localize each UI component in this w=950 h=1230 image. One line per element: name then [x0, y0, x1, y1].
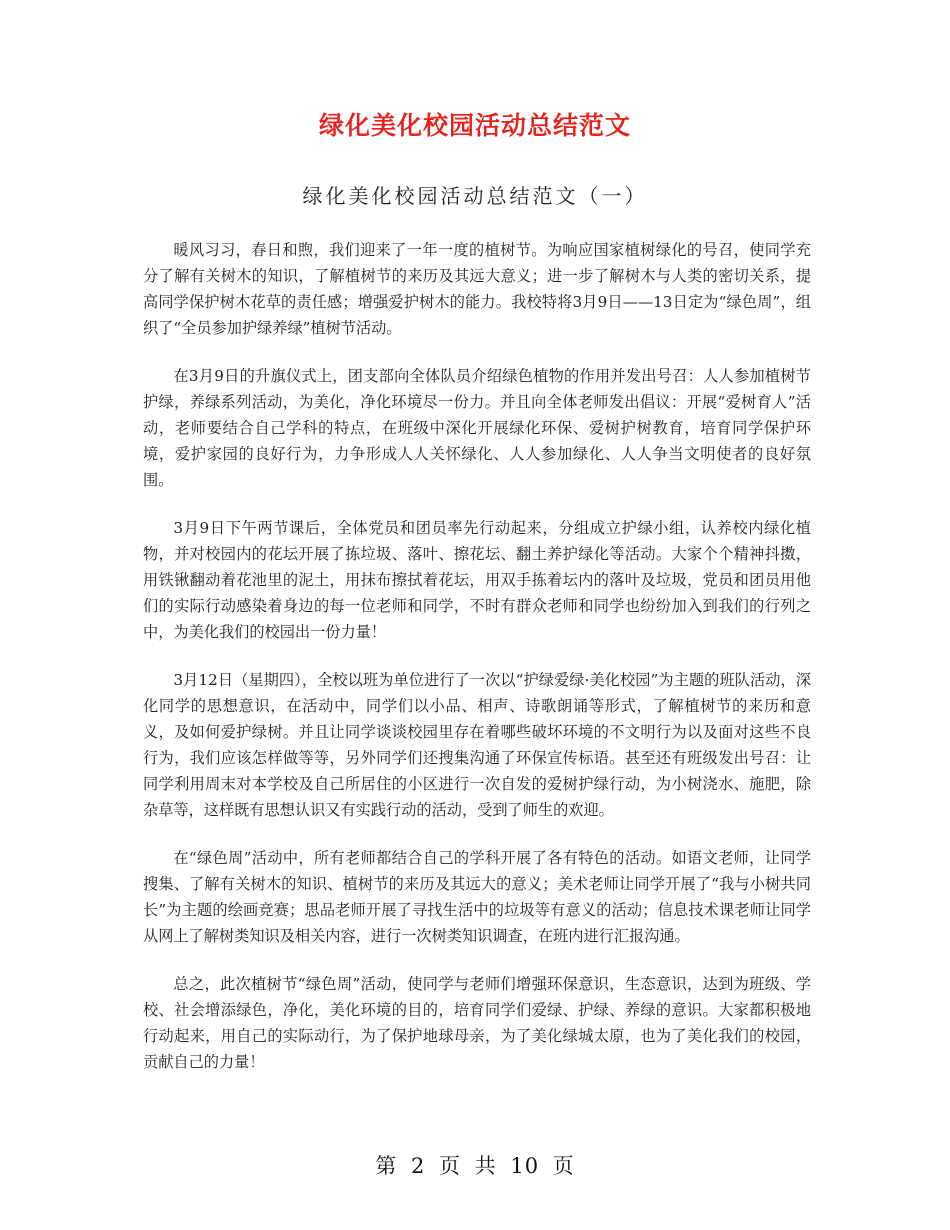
page-number-footer: 第 2 页 共 10 页 — [375, 1154, 575, 1178]
paragraph-5: 在“绿色周”活动中，所有老师都结合自己的学科开展了各有特色的活动。如语文老师，让同学搜集、了解有关树木的知识、植树节的来历及其远大的意义；美术老师让同学开展了“我与小树共同长”为主题的绘画竞赛；思品老师开展了寻找生活中的垃圾等有意义的活动；信息技术课老师让同学从网上了解树类知识及相关内容，进行一次树类知识调查，在班内进行汇报沟通。 — [143, 849, 811, 945]
paragraph-2: 在3月9日的升旗仪式上，团支部向全体队员介绍绿色植物的作用并发出号召：人人参加植树节护绿，养绿系列活动，为美化，净化环境尽一份力。并且向全体老师发出倡议：开展“爱树育人”活动，老师要结合自己学科的特点，在班级中深化开展绿化环保、爱树护树教育，培育同学保护环境，爱护家园的良好行为，力争形成人人关怀绿化、人人参加绿化、人人争当文明使者的良好氛围。 — [143, 367, 811, 489]
document-body — [143, 237, 811, 1097]
paragraph-1: 暖风习习，春日和煦，我们迎来了一年一度的植树节。为响应国家植树绿化的号召，使同学充分了解有关树木的知识，了解植树节的来历及其远大意义；进一步了解树木与人类的密切关系，提高同学保护树木花草的责任感；增强爱护树木的能力。我校特将3月9日——13日定为“绿色周”，组织了“全员参加护绿养绿”植树节活动。 — [143, 241, 811, 337]
document-title: 绿化美化校园活动总结范文 — [318, 111, 631, 140]
paragraph-4: 3月12日（星期四），全校以班为单位进行了一次以“护绿爱绿·美化校园”为主题的班队活动，深化同学的思想意识，在活动中，同学们以小品、相声、诗歌朗诵等形式，了解植树节的来历和意义，及如何爱护绿树。并且让同学谈谈校园里存在着哪些破坏环境的不文明行为以及面对这些不良行为，我们应该怎样做等等，另外同学们还搜集沟通了环保宣传标语。甚至还有班级发出号召：让同学利用周末对本学校及自己所居住的小区进行一次自发的爱树护绿行动，为小树浇水、施肥，除杂草等，这样既有思想认识又有实践行动的活动，受到了师生的欢迎。 — [143, 671, 811, 819]
paragraph-3: 3月9日下午两节课后，全体党员和团员率先行动起来，分组成立护绿小组，认养校内绿化植物，并对校园内的花坛开展了拣垃圾、落叶、擦花坛、翻土养护绿化等活动。大家个个精神抖擞，用铁锹翻动着花池里的泥土，用抹布擦拭着花坛，用双手拣着坛内的落叶及垃圾，党员和团员用他们的实际行动感染着身边的每一位老师和同学，不时有群众老师和同学也纷纷加入到我们的行列之中，为美化我们的校园出一份力量！ — [143, 519, 811, 641]
document-subtitle: 绿化美化校园活动总结范文（一） — [302, 184, 648, 208]
paragraph-6: 总之，此次植树节“绿色周”活动，使同学与老师们增强环保意识，生态意识，达到为班级、学校、社会增添绿色，净化，美化环境的目的，培育同学们爱绿、护绿、养绿的意识。大家都积极地行动起来，用自己的实际动行，为了保护地球母亲，为了美化绿城太原，也为了美化我们的校园，贡献自己的力量！ — [143, 975, 811, 1071]
